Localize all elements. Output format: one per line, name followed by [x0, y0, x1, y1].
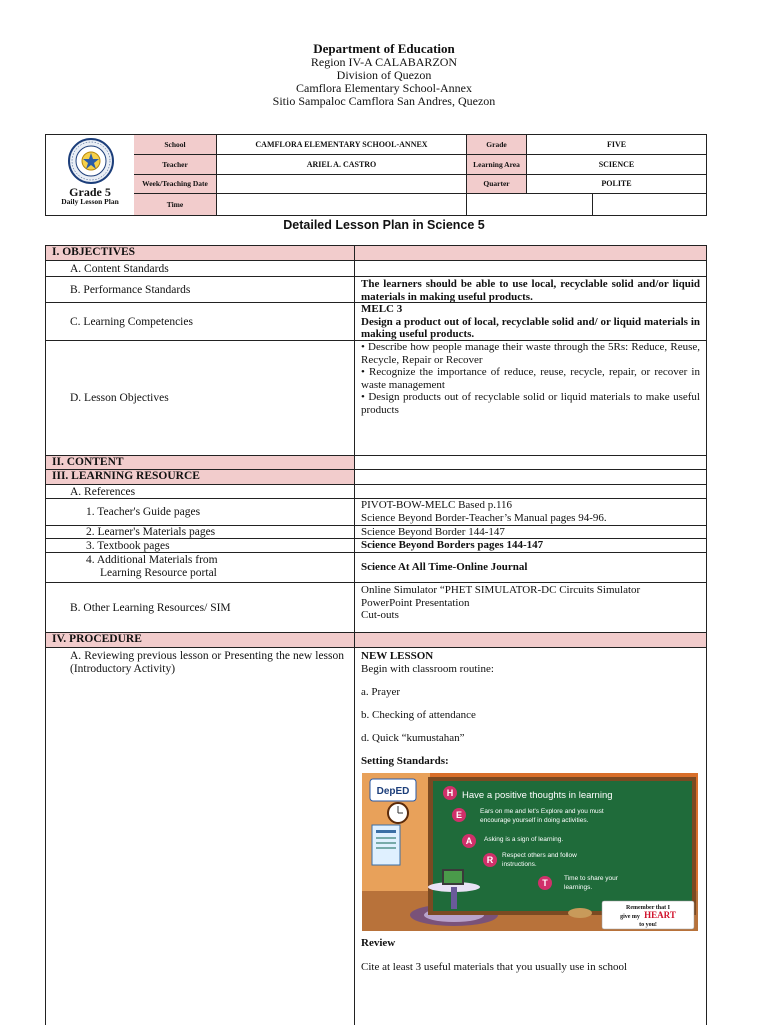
dlp-label: Daily Lesson Plan: [61, 197, 119, 206]
content-heading: II. CONTENT: [46, 456, 355, 469]
note-line: give my: [620, 914, 640, 920]
time-label: Time: [134, 194, 217, 215]
department-title: Department of Education: [313, 41, 455, 56]
textbook-row: [46, 538, 706, 552]
melc-text: Design a product out of local, recyclable solid and/ or liquid materials in making useful products.: [361, 315, 700, 340]
grade-title: Grade 5: [69, 185, 111, 199]
region-line: Region IV-A CALABARZON: [310, 55, 458, 69]
objectives-heading: I. OBJECTIVES: [46, 246, 355, 260]
procedure-heading: IV. PROCEDURE: [46, 633, 355, 647]
address-line: Sitio Sampaloc Camflora San Andres, Quezon: [272, 94, 496, 108]
objective-item: • Describe how people manage their waste through the 5Rs: Reduce, Reuse, Recycle, Repair or Recover: [361, 341, 700, 366]
division-line: Division of Quezon: [336, 68, 432, 82]
lesson-objectives-row: [46, 340, 706, 455]
procedure-heading-row: [46, 632, 706, 647]
teacher-value: ARIEL A. CASTRO: [217, 155, 467, 175]
competencies-cell: [355, 303, 706, 340]
chalkboard-e-text: Ears on me and let's Explore and you must encourage yourself in doing activities.: [480, 808, 604, 824]
routine-item: d. Quick “kumustahan”: [361, 732, 465, 744]
review-title: Review: [361, 937, 396, 949]
teacher-label: Teacher: [134, 155, 217, 175]
objectives-heading-row: [46, 245, 706, 260]
content-heading-row: [46, 455, 706, 469]
school-value: CAMFLORA ELEMENTARY SCHOOL-ANNEX: [217, 135, 467, 155]
other-resource-item: Online Simulator “PHET SIMULATOR-DC Circuits Simulator: [361, 584, 641, 596]
learners-materials-label: 2. Learner's Materials pages: [46, 526, 355, 538]
letter-a: A: [465, 836, 473, 846]
routine-intro: Begin with classroom routine:: [361, 663, 494, 675]
additional-materials-line: 4. Additional Materials from: [86, 554, 218, 566]
note-line: Remember that I: [626, 905, 670, 911]
objective-item: • Design products out of recyclable solid or liquid materials to make useful products: [361, 391, 700, 416]
chalkboard-title: Have a positive thoughts in learning: [462, 790, 613, 801]
resources-heading-row: [46, 469, 706, 484]
learners-materials-value: Science Beyond Border 144-147: [361, 526, 505, 538]
additional-materials-row: [46, 552, 706, 582]
other-resources-label: B. Other Learning Resources/ SIM: [46, 583, 355, 632]
teachers-guide-line: Science Beyond Border-Teacher’s Manual pages 94-96.: [361, 511, 607, 524]
learning-area-value: SCIENCE: [527, 155, 706, 175]
references-row: [46, 484, 706, 498]
week-date-label: Week/Teaching Date: [134, 175, 217, 194]
classroom-standards-image: [362, 773, 698, 931]
additional-materials-value: Science At All Time-Online Journal: [361, 561, 528, 574]
other-resource-item: Cut-outs: [361, 609, 399, 621]
lesson-objectives-label: D. Lesson Objectives: [46, 341, 355, 455]
grade-label: Grade: [467, 135, 527, 155]
review-text: Cite at least 3 useful materials that you usually use in school: [361, 961, 628, 973]
competencies-label: C. Learning Competencies: [46, 303, 355, 340]
additional-materials-line: Learning Resource portal: [100, 567, 217, 579]
other-resource-item: PowerPoint Presentation: [361, 596, 470, 609]
routine-item: a. Prayer: [361, 686, 401, 698]
note-heart: HEART: [644, 910, 676, 920]
cat-icon: [568, 908, 592, 918]
plan-title: Detailed Lesson Plan in Science 5: [283, 218, 485, 232]
learning-area-label: Learning Area: [467, 155, 527, 175]
letter-e: E: [455, 810, 463, 820]
note-line: to you!: [639, 922, 657, 928]
textbook-value: Science Beyond Borders pages 144-147: [361, 539, 544, 551]
other-resources-value: [355, 583, 706, 632]
extra-cell-1: [467, 194, 593, 215]
deped-logo-text: DepED: [376, 786, 410, 797]
grade-value: FIVE: [527, 135, 706, 155]
letter-h: H: [446, 788, 454, 798]
additional-materials-label: [46, 553, 355, 582]
setting-standards-title: Setting Standards:: [361, 755, 449, 767]
letter-r: R: [486, 855, 494, 865]
extra-cell-2: [593, 194, 706, 215]
chalkboard-a-text: Asking is a sign of learning.: [484, 836, 564, 843]
teachers-guide-value: [355, 499, 706, 525]
school-label: School: [134, 135, 217, 155]
school-line: Camflora Elementary School-Annex: [296, 81, 472, 95]
other-resources-row: [46, 582, 706, 632]
routine-item: b. Checking of attendance: [361, 709, 476, 721]
objective-item: • Recognize the importance of reduce, reuse, recycle, repair, or recover in waste management: [361, 366, 700, 391]
letter-t: T: [542, 878, 548, 888]
textbook-label: 3. Textbook pages: [46, 539, 355, 552]
logo-cell: [46, 135, 135, 215]
resources-heading: III. LEARNING RESOURCE: [46, 470, 355, 484]
week-date-value[interactable]: [217, 175, 467, 194]
teachers-guide-label: 1. Teacher's Guide pages: [46, 499, 355, 525]
quarter-label: Quarter: [467, 175, 527, 194]
performance-standards-text: The learners should be able to use local, recyclable solid and/or liquid materials in making useful products.: [361, 278, 700, 303]
new-lesson-title: NEW LESSON: [361, 650, 434, 662]
learners-materials-row: [46, 525, 706, 538]
teachers-guide-line: PIVOT-BOW-MELC Based p.116: [361, 499, 513, 511]
performance-standards-row: [46, 276, 706, 302]
melc-code: MELC 3: [361, 303, 403, 315]
time-value[interactable]: [217, 194, 467, 215]
content-standards-label: A. Content Standards: [46, 261, 355, 276]
competencies-row: [46, 302, 706, 340]
teachers-guide-row: [46, 498, 706, 525]
quarter-value: POLITE: [527, 175, 706, 194]
performance-standards-label: B. Performance Standards: [46, 277, 355, 302]
deped-seal-icon: [68, 138, 114, 184]
references-label: A. References: [46, 485, 355, 498]
lesson-info-table: [45, 134, 707, 216]
chalkboard-r-text: Respect others and follow instructions.: [502, 852, 577, 868]
content-standards-row: [46, 260, 706, 276]
lesson-objectives-list: [355, 341, 706, 455]
procedure-a-label: A. Reviewing previous lesson or Presenting the new lesson (Introductory Activity): [46, 648, 355, 1025]
chalkboard-t-text: Time to share your learnings.: [564, 875, 618, 891]
